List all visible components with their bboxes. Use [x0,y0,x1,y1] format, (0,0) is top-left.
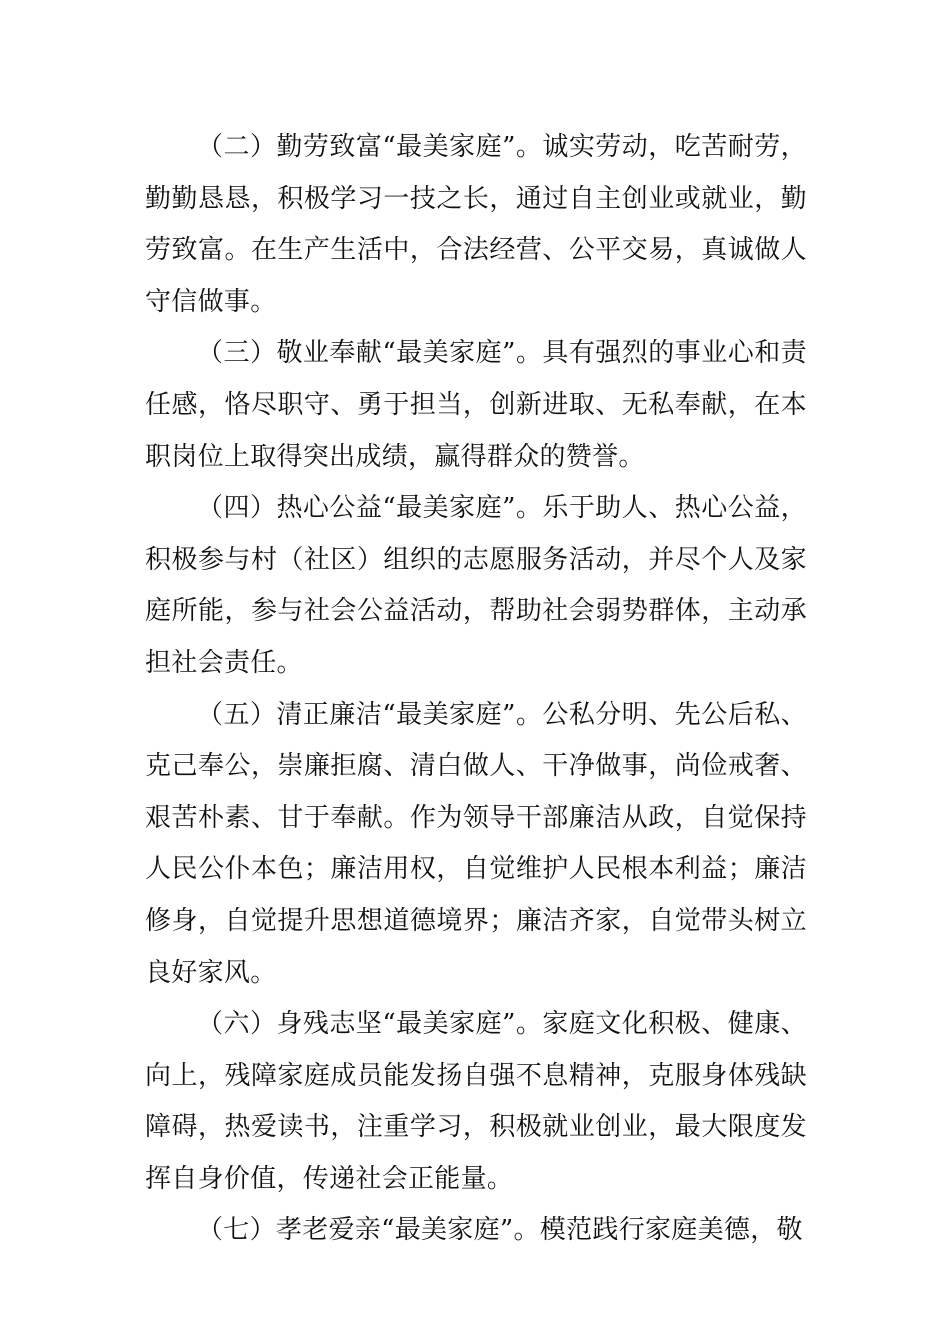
paragraph-heading: （三）敬业奉献“最美家庭”。 [197,338,543,369]
paragraph-heading: （七）孝老爱亲“最美家庭”。 [197,1215,540,1246]
paragraph-6 [145,999,807,1205]
paragraph-text: 乐于助人、热心公益，积极参与村（社区）组织的志愿服务活动，并尽个人及家庭所能，参与社会公益活动，帮助社会弱势群体，主动承担社会责任。 [145,493,807,678]
paragraph-text: 诚实劳动，吃苦耐劳，勤勤恳恳，积极学习一技之长，通过自主创业或就业，勤劳致富。在生产生活中，合法经营、公平交易，真诚做人守信做事。 [145,132,807,317]
paragraph-3 [145,328,807,483]
paragraph-text: 具有强烈的事业心和责任感，恪尽职守、勇于担当，创新进取、无私奉献，在本职岗位上取得突出成绩，赢得群众的赞誉。 [145,338,807,472]
paragraph-4 [145,483,807,689]
paragraph-text: 模范践行家庭美德，敬 [539,1215,803,1246]
paragraph-text: 家庭文化积极、健康、向上，残障家庭成员能发扬自强不息精神，克服身体残缺障碍，热爱读书，注重学习，积极就业创业，最大限度发挥自身价值，传递社会正能量。 [145,1009,807,1194]
paragraph-heading: （五）清正廉洁“最美家庭”。 [197,699,543,730]
paragraph-5 [145,690,807,1000]
document-body [145,122,807,1257]
paragraph-2 [145,122,807,328]
paragraph-heading: （二）勤劳致富“最美家庭”。 [197,132,543,162]
paragraph-heading: （四）热心公益“最美家庭”。 [197,493,543,524]
paragraph-text: 公私分明、先公后私、克己奉公，崇廉拒腐、清白做人、干净做事，尚俭戒奢、艰苦朴素、甘于奉献。作为领导干部廉洁从政，自觉保持人民公仆本色；廉洁用权，自觉维护人民根本利益；廉洁修身，自觉提升思想道德境界；廉洁齐家，自觉带头树立良好家风。 [145,699,807,988]
paragraph-7 [145,1205,807,1257]
paragraph-heading: （六）身残志坚“最美家庭”。 [197,1009,543,1040]
